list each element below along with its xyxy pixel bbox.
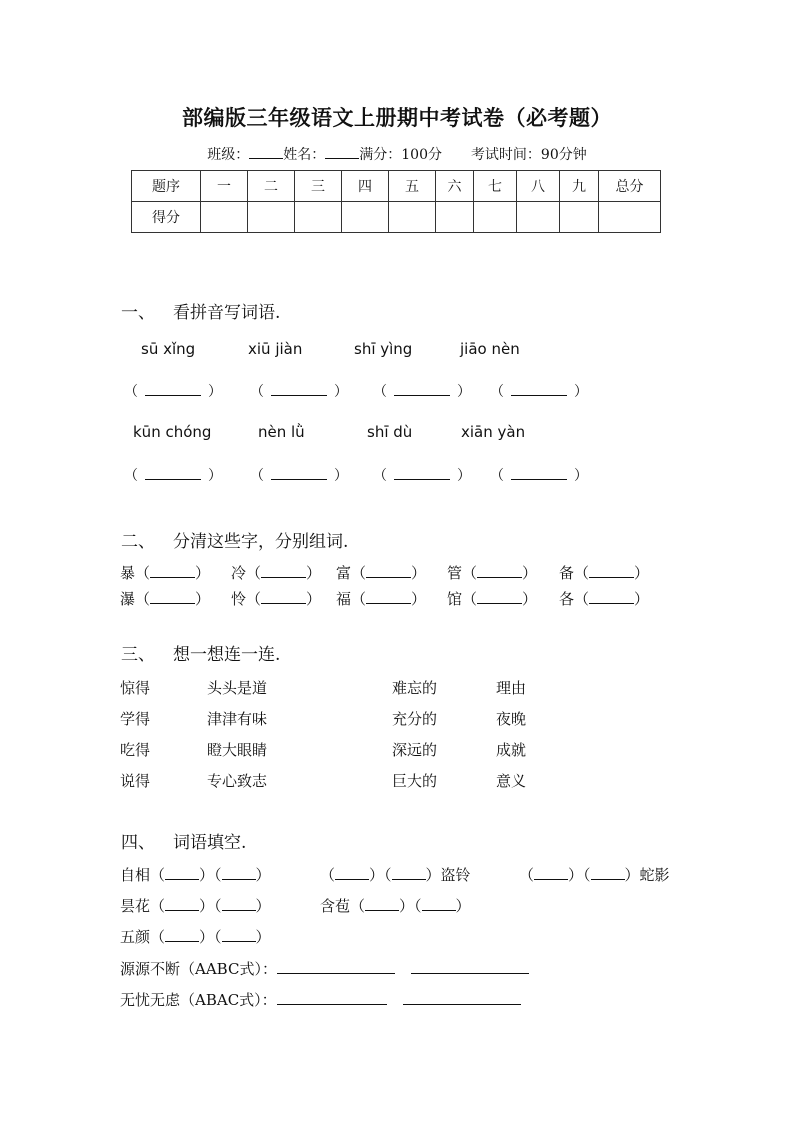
score-cell[interactable]	[342, 202, 389, 233]
char-pair-row-2: 各（ ）	[559, 590, 650, 608]
char-item: 福	[336, 590, 352, 608]
score-cell[interactable]	[295, 202, 342, 233]
word-blank[interactable]	[589, 565, 634, 578]
char-blank[interactable]	[165, 929, 199, 942]
match-left-idiom: 津津有味	[207, 710, 268, 728]
idiom-prefix: 自相	[120, 866, 151, 884]
score-cell[interactable]	[474, 202, 517, 233]
match-left-idiom: 瞪大眼睛	[207, 741, 268, 759]
char-pair-row-2: 瀑（ ）	[120, 590, 211, 608]
score-row-label: 得分	[132, 202, 201, 233]
pinyin-item: shī yìng	[354, 340, 413, 358]
idiom-suffix: 蛇影	[639, 866, 670, 884]
char-blank[interactable]	[222, 898, 256, 911]
match-right-noun: 成就	[496, 741, 527, 759]
fill-idiom: 自相（ ）（ ）	[120, 866, 271, 884]
char-item: 馆	[447, 590, 463, 608]
match-right-noun: 理由	[496, 679, 527, 697]
idiom-prefix: 含苞	[320, 897, 351, 915]
fill-idiom: （ ）（ ）蛇影	[519, 866, 670, 884]
pattern-abac	[120, 989, 521, 1010]
char-pair-row-1: 管（ ）	[447, 564, 538, 582]
score-cell[interactable]	[248, 202, 295, 233]
fill-idiom: （ ）（ ）盗铃	[320, 866, 471, 884]
score-cell[interactable]	[517, 202, 560, 233]
word-blank[interactable]	[477, 591, 522, 604]
char-blank[interactable]	[591, 867, 625, 880]
score-header-cell: 七	[474, 171, 517, 202]
section-1-number: 一、	[121, 303, 155, 323]
section-3-heading	[121, 640, 280, 665]
char-blank[interactable]	[335, 867, 369, 880]
class-blank[interactable]	[249, 146, 283, 159]
match-left-word: 惊得	[120, 679, 151, 697]
pattern-label: 无忧无虑（ABAC式）：	[120, 991, 277, 1009]
section-3-title: 想一想连一连.	[173, 645, 281, 665]
char-item: 备	[559, 564, 575, 582]
char-item: 富	[336, 564, 352, 582]
section-2-number: 二、	[121, 532, 155, 552]
char-item: 冷	[231, 564, 247, 582]
match-right-adj: 深远的	[392, 741, 438, 759]
char-pair-row-1: 暴（ ）	[120, 564, 211, 582]
char-blank[interactable]	[392, 867, 426, 880]
char-pair-row-2: 馆（ ）	[447, 590, 538, 608]
section-1-title: 看拼音写词语.	[173, 303, 281, 323]
score-table-header-row	[132, 171, 661, 202]
char-item: 暴	[120, 564, 136, 582]
word-blank[interactable]	[589, 591, 634, 604]
answer-blank[interactable]: （ ）	[373, 384, 471, 400]
score-table	[131, 170, 661, 233]
exam-time: 考试时间：90分钟	[470, 147, 587, 163]
score-cell[interactable]	[389, 202, 436, 233]
pattern-aabc	[120, 958, 529, 979]
score-header-cell: 四	[342, 171, 389, 202]
section-2-heading	[121, 527, 348, 552]
fill-idiom: 含苞（ ）（ ）	[320, 897, 471, 915]
score-header-cell: 六	[436, 171, 474, 202]
char-blank[interactable]	[365, 898, 399, 911]
class-label: 班级：	[207, 147, 250, 163]
score-cell[interactable]	[436, 202, 474, 233]
match-right-noun: 夜晚	[496, 710, 527, 728]
name-blank[interactable]	[325, 146, 359, 159]
char-pair-row-2: 福（ ）	[336, 590, 427, 608]
match-left-word: 学得	[120, 710, 151, 728]
char-item: 怜	[231, 590, 247, 608]
char-item: 各	[559, 590, 575, 608]
match-right-adj: 充分的	[392, 710, 438, 728]
section-4-title: 词语填空.	[173, 833, 247, 853]
pattern-blank[interactable]	[277, 961, 395, 974]
fill-idiom: 昙花（ ）（ ）	[120, 897, 271, 915]
answer-blank[interactable]: （ ）	[490, 384, 588, 400]
word-blank[interactable]	[366, 565, 411, 578]
match-right-noun: 意义	[496, 772, 527, 790]
score-cell[interactable]	[599, 202, 661, 233]
pinyin-item: jiāo nèn	[460, 340, 520, 358]
char-blank[interactable]	[222, 929, 256, 942]
char-blank[interactable]	[534, 867, 568, 880]
score-header-cell: 八	[517, 171, 560, 202]
answer-blank[interactable]: （ ）	[490, 468, 588, 484]
pinyin-item: kūn chóng	[133, 423, 212, 441]
pinyin-item: nèn lǜ	[258, 423, 305, 441]
score-header-cell: 一	[201, 171, 248, 202]
score-table-score-row	[132, 202, 661, 233]
char-blank[interactable]	[165, 898, 199, 911]
score-header-cell: 题序	[132, 171, 201, 202]
char-pair-row-2: 怜（ ）	[231, 590, 322, 608]
char-pair-row-1: 备（ ）	[559, 564, 650, 582]
word-blank[interactable]	[477, 565, 522, 578]
pinyin-item: xiū jiàn	[248, 340, 303, 358]
word-blank[interactable]	[150, 565, 195, 578]
score-header-cell: 三	[295, 171, 342, 202]
score-header-cell: 九	[560, 171, 599, 202]
fill-idiom: 五颜（ ）（ ）	[120, 928, 271, 946]
score-header-cell: 五	[389, 171, 436, 202]
answer-blank[interactable]: （ ）	[124, 384, 222, 400]
char-pair-row-1: 冷（ ）	[231, 564, 322, 582]
char-item: 瀑	[120, 590, 136, 608]
score-header-cell: 二	[248, 171, 295, 202]
score-cell[interactable]	[560, 202, 599, 233]
pattern-blank[interactable]	[277, 992, 387, 1005]
char-blank[interactable]	[422, 898, 456, 911]
pinyin-item: xiān yàn	[461, 423, 526, 441]
pinyin-item: shī dù	[367, 423, 413, 441]
word-blank[interactable]	[261, 591, 306, 604]
char-pair-row-1: 富（ ）	[336, 564, 427, 582]
pattern-blank[interactable]	[411, 961, 529, 974]
page-title: 部编版三年级语文上册期中考试卷（必考题）	[182, 105, 612, 130]
idiom-suffix: 盗铃	[440, 866, 471, 884]
section-1-heading	[121, 298, 280, 323]
answer-blank[interactable]: （ ）	[373, 468, 471, 484]
match-left-idiom: 头头是道	[207, 679, 268, 697]
score-cell[interactable]	[201, 202, 248, 233]
answer-blank[interactable]: （ ）	[250, 384, 348, 400]
match-right-adj: 巨大的	[392, 772, 438, 790]
char-blank[interactable]	[165, 867, 199, 880]
score-header-cell: 总分	[599, 171, 661, 202]
word-blank[interactable]	[150, 591, 195, 604]
name-label: 姓名：	[283, 147, 326, 163]
word-blank[interactable]	[261, 565, 306, 578]
pinyin-item: sū xǐng	[141, 340, 196, 358]
match-left-word: 说得	[120, 772, 151, 790]
pattern-blank[interactable]	[403, 992, 521, 1005]
section-4-heading	[121, 828, 246, 853]
match-left-word: 吃得	[120, 741, 151, 759]
section-3-number: 三、	[121, 645, 155, 665]
idiom-prefix: 昙花	[120, 897, 151, 915]
section-4-number: 四、	[121, 833, 155, 853]
word-blank[interactable]	[366, 591, 411, 604]
section-2-title: 分清这些字，分别组词.	[173, 532, 349, 552]
answer-blank[interactable]: （ ）	[250, 468, 348, 484]
idiom-prefix: 五颜	[120, 928, 151, 946]
exam-info	[0, 144, 794, 164]
pattern-label: 源源不断（AABC式）：	[120, 960, 277, 978]
char-item: 管	[447, 564, 463, 582]
char-blank[interactable]	[222, 867, 256, 880]
answer-blank[interactable]: （ ）	[124, 468, 222, 484]
full-score: 满分：100分	[359, 147, 442, 163]
match-left-idiom: 专心致志	[207, 772, 268, 790]
match-right-adj: 难忘的	[392, 679, 438, 697]
